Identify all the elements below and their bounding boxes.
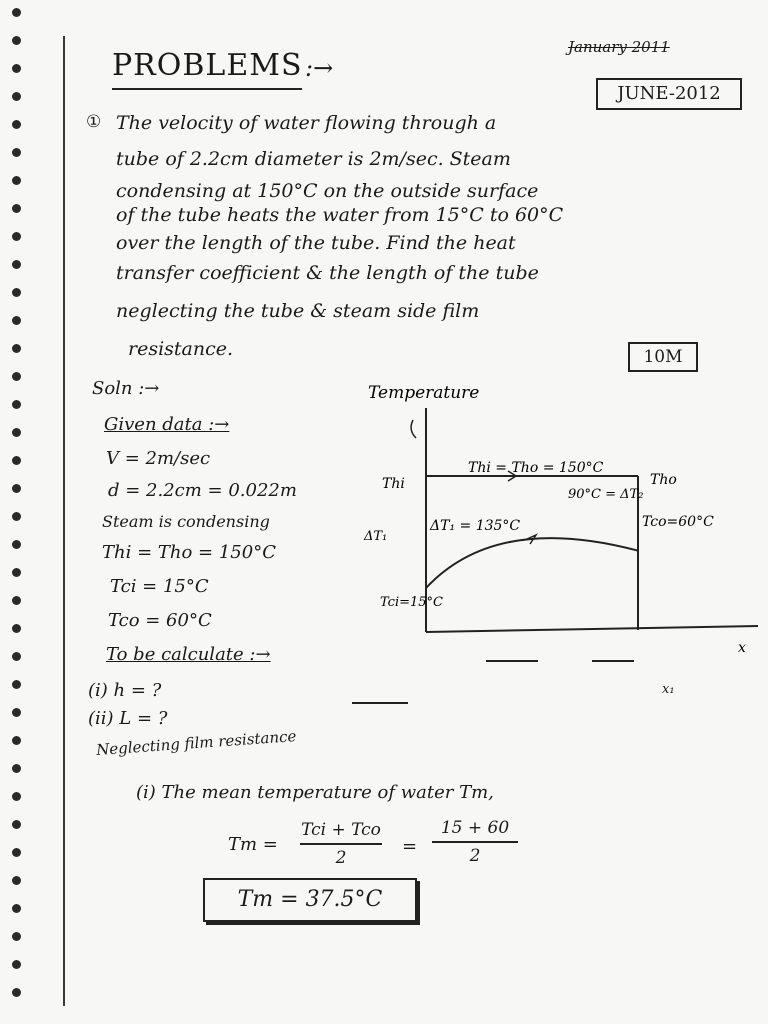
binding-hole [12,596,21,605]
equals-sign: = [402,836,418,857]
title-underline [112,88,302,90]
unknown-item: (i) h = ? [88,680,162,701]
delta-t2-value: 90°C = ΔT₂ [568,487,644,502]
binding-hole [12,456,21,465]
binding-hole [12,932,21,941]
binding-hole [12,400,21,409]
tco-label: Tco=60°C [642,514,714,530]
binding-hole [12,148,21,157]
problem-line: over the length of the tube. Find the heat [116,232,516,254]
hot-line-label: Thi = Tho = 150°C [468,460,604,476]
neglect-note: Neglecting film resistance [95,727,297,759]
problem-line: tube of 2.2cm diameter is 2m/sec. Steam [116,148,511,170]
delta-t1-left-label: ΔT₁ [364,529,388,544]
tho-label: Tho [650,472,677,488]
date-box: JUNE-2012 [596,78,742,110]
fraction-formula [300,820,382,868]
binding-hole [12,512,21,521]
binding-hole [12,372,21,381]
binding-hole [12,960,21,969]
step-i: (i) The mean temperature of water Tm, [136,782,494,803]
fraction-denominator: 2 [469,846,481,866]
problem-line: transfer coefficient & the length of the tube [116,262,539,284]
page-title: PROBLEMS [112,48,303,83]
solution-label: Soln :→ [92,378,160,399]
given-item: Thi = Tho = 150°C [102,542,276,563]
problem-line: condensing at 150°C on the outside surface [116,180,539,202]
fraction-values [432,818,518,866]
problem-number: ① [86,112,102,132]
x-axis [426,626,758,632]
binding-hole [12,904,21,913]
y-axis-label: Temperature [368,383,480,403]
binding-hole [12,820,21,829]
binding-hole [12,120,21,129]
binding-hole [12,344,21,353]
x-axis-label: x [738,640,746,656]
unknown-item: (ii) L = ? [88,708,168,729]
stray-stroke [352,702,408,704]
given-item: d = 2.2cm = 0.022m [108,480,297,501]
binding-hole [12,92,21,101]
problem-line: neglecting the tube & steam side film [116,300,480,322]
stray-mark: x₁ [662,682,675,697]
binding-hole [12,288,21,297]
binding-hole [12,568,21,577]
fraction-bar [300,843,382,845]
binding-hole [12,8,21,17]
given-item: V = 2m/sec [106,448,211,469]
binding-hole [12,316,21,325]
binding-hole [12,232,21,241]
marks-box: 10M [628,342,698,372]
tci-label: Tci=15°C [380,595,443,610]
delta-t1-value: ΔT₁ = 135°C [430,518,521,534]
fraction-numerator: 15 + 60 [440,818,510,838]
binding-hole [12,624,21,633]
axis-arrow-stroke [411,420,416,438]
binding-hole [12,876,21,885]
problem-line: resistance. [128,338,234,360]
struck-date: January 2011 [568,38,670,56]
fraction-numerator: Tci + Tco [301,820,381,840]
binding-hole [12,708,21,717]
binding-hole [12,484,21,493]
binding-hole [12,540,21,549]
binding-hole [12,680,21,689]
binding-hole [12,428,21,437]
fraction-denominator: 2 [335,848,347,868]
stray-stroke [592,660,634,662]
thi-label: Thi [382,476,405,492]
temperature-graph [350,380,768,660]
binding-hole [12,260,21,269]
problem-line: The velocity of water flowing through a [116,112,497,134]
title-arrow: :→ [305,54,334,82]
binding-hole [12,848,21,857]
binding-hole [12,36,21,45]
binding-hole [12,652,21,661]
binding-hole [12,792,21,801]
margin-line [63,36,65,1006]
given-data-label: Given data :→ [104,414,230,435]
given-item: Tci = 15°C [110,576,209,597]
binding-hole [12,988,21,997]
fraction-bar [432,841,518,843]
problem-line: of the tube heats the water from 15°C to 60°C [116,204,564,226]
binding-hole [12,176,21,185]
to-be-calculated-label: To be calculate :→ [106,644,271,665]
binding-hole [12,64,21,73]
binding-hole [12,736,21,745]
result-box: Tm = 37.5°C [203,878,417,922]
stray-stroke [486,660,538,662]
given-item: Tco = 60°C [108,610,212,631]
cold-fluid-curve [426,538,638,588]
tm-lhs: Tm = [228,834,278,855]
given-item: Steam is condensing [102,512,270,531]
binding-hole [12,764,21,773]
binding-hole [12,204,21,213]
spiral-binding [0,0,40,1024]
